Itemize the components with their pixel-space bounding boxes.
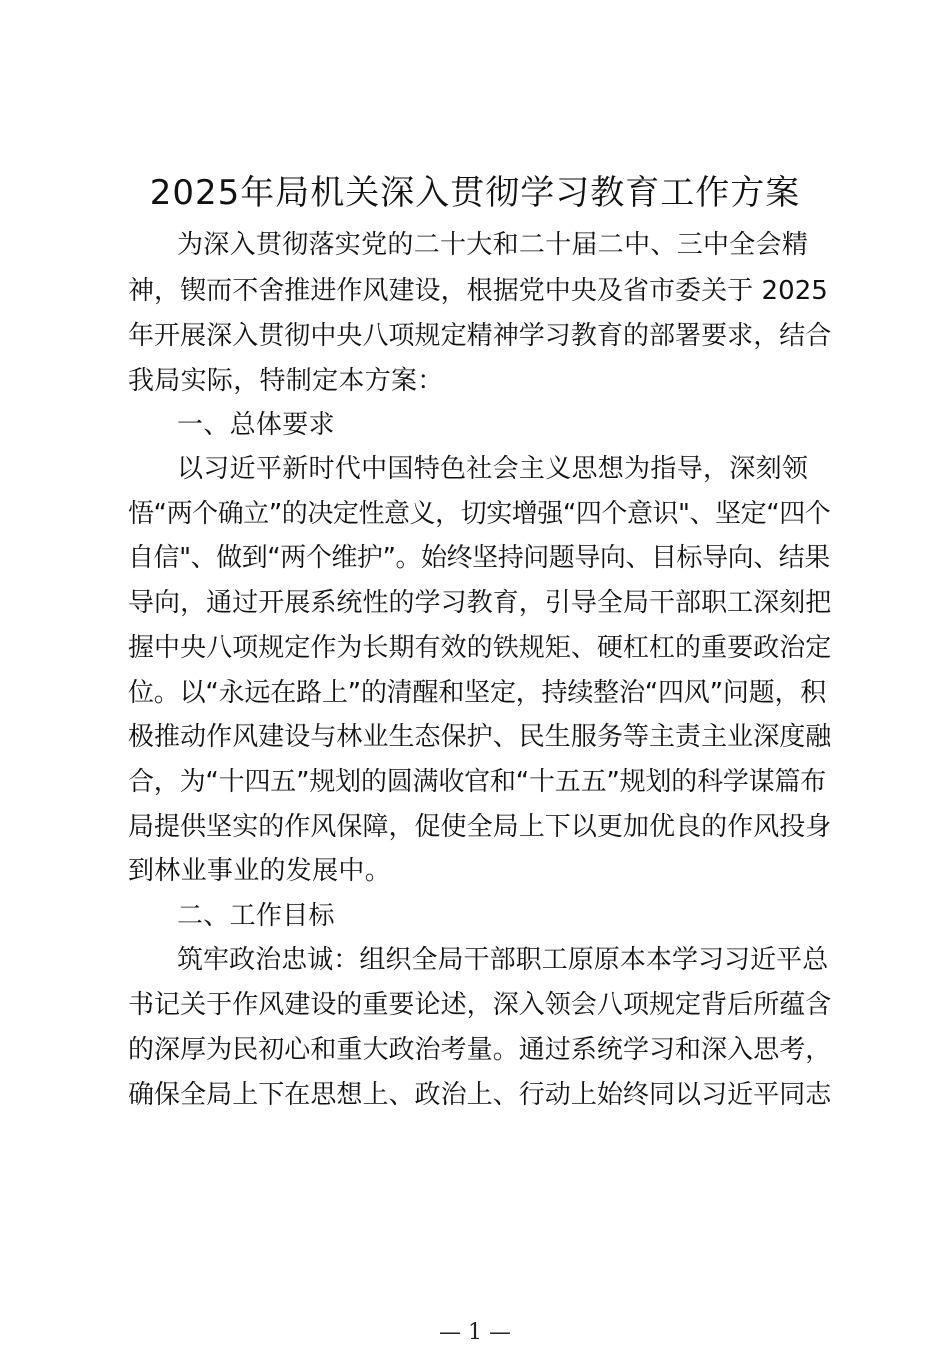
document-title: 2025年局机关深入贯彻学习教育工作方案 (149, 173, 801, 213)
paragraph-line: 我局实际，特制定本方案： (128, 366, 444, 396)
paragraph-line: 自信"、做到“两个维护”。始终坚持问题导向、目标导向、结果 (128, 543, 830, 573)
section-heading: 一、总体要求 (177, 410, 335, 440)
paragraph-line: 位。以“永远在路上”的清醒和坚定，持续整治“四风”问题，积 (128, 678, 827, 708)
paragraph-line: 的深厚为民初心和重大政治考量。通过系统学习和深入思考， (128, 1035, 832, 1065)
paragraph-line: 握中央八项规定作为长期有效的铁规矩、硬杠杠的重要政治定 (128, 633, 832, 663)
paragraph-line: 悟“两个确立”的决定性意义，切实增强“四个意识"、坚定“四个 (128, 499, 831, 529)
paragraph-line: 筑牢政治忠诚：组织全局干部职工原原本本学习习近平总 (177, 945, 829, 975)
section-heading: 二、工作目标 (177, 901, 335, 931)
paragraph-line: 到林业事业的发展中。 (128, 856, 392, 886)
paragraph-line: 确保全局上下在思想上、政治上、行动上始终同以习近平同志 (128, 1080, 832, 1110)
paragraph-line: 局提供坚实的作风保障，促使全局上下以更加优良的作风投身 (128, 812, 832, 842)
paragraph-line: 极推动作风建设与林业生态保护、民生服务等主责主业深度融 (128, 722, 832, 752)
paragraph-line: 年开展深入贯彻中央八项规定精神学习教育的部署要求，结合 (128, 321, 832, 351)
paragraph-line: 导向，通过开展系统性的学习教育，引导全局干部职工深刻把 (128, 588, 832, 618)
paragraph-line: 合，为“十四五”规划的圆满收官和“十五五”规划的科学谋篇布 (128, 767, 827, 797)
page-number: — 1 — (439, 1320, 511, 1345)
paragraph-line: 神，锲而不舍推进作风建设，根据党中央及省市委关于 2025 (128, 276, 828, 306)
paragraph-line: 为深入贯彻落实党的二十大和二十届二中、三中全会精 (177, 230, 809, 260)
paragraph-line: 书记关于作风建设的重要论述，深入领会八项规定背后所蕴含 (128, 990, 832, 1020)
paragraph-line: 以习近平新时代中国特色社会主义思想为指导，深刻领 (177, 454, 809, 484)
